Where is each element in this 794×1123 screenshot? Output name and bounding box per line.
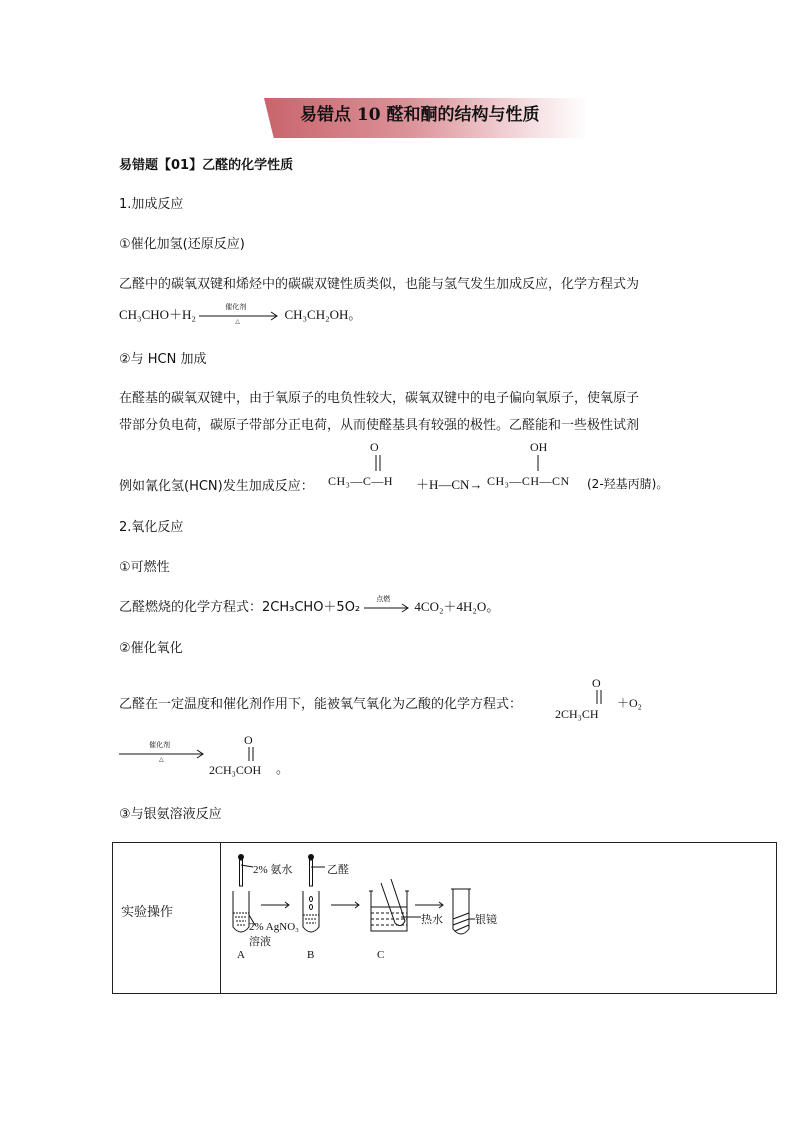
section-heading: 易错题【01】乙醛的化学性质 [119,158,294,173]
table-row-label: 实验操作 [121,905,174,920]
eq2-product-name: (2-羟基丙腈)。 [587,477,669,491]
s1-paragraph2b: 带部分负电荷，碳原子带部分正电荷，从而使醛基具有较强的极性。乙醛能和一些极性试剂 [119,418,640,433]
eq4-condition-bottom: △ [159,756,164,763]
diagram-mirror: 银镜 [475,914,497,926]
eq4-o-label: O [592,676,601,690]
eq3-right: 4CO₂＋4H₂O。 [414,599,500,614]
equation-3 [119,596,499,618]
eq4-end: 。 [276,762,290,777]
page-title: 易错点 10 醛和酮的结构与性质 [300,105,540,125]
s1-paragraph1: 乙醛中的碳氧双键和烯烃中的碳碳双键性质类似，也能与氢气发生加成反应，化学方程式为 [119,277,640,292]
s2-title: 2.氧化反应 [119,520,184,535]
eq2-double-bond [372,455,384,473]
diagram-solution2: 溶液 [249,936,271,948]
diagram-label-c: C [377,949,385,961]
diagram-label-a: A [237,949,245,961]
eq1-left: CH₃CHO＋H₂ [119,307,196,322]
s1-item2: ②与 HCN 加成 [119,352,207,367]
s1-paragraph2a: 在醛基的碳氧双键中，由于氧原子的电负性较大，碳氧双键中的电子偏向氧原子，使氧原子 [119,391,640,406]
experiment-table [112,842,777,994]
eq1-condition-bottom: △ [235,319,240,326]
s1-item1: ①催化加氢(还原反应) [119,237,245,252]
eq3-condition: 点燃 [376,594,391,603]
s1-paragraph2c: 例如氰化氢(HCN)发生加成反应： [119,479,314,494]
experiment-diagram [231,853,497,983]
s2-paragraph2: 乙醛在一定温度和催化剂作用下，能被氧气氧化为乙酸的化学方程式： [119,697,523,712]
eq1-arrow [199,303,281,326]
equation-1 [119,304,361,326]
eq2-single-bond [534,455,542,473]
eq4-plus: ＋O₂ [617,696,642,710]
eq4-o-label2: O [244,733,253,747]
diagram-reagent1: 2% 氨水 [253,864,293,876]
eq4-left: 2CH₃CH [555,707,599,721]
eq4-condition-top: 催化剂 [149,741,170,749]
eq4-double-bond2 [245,747,257,763]
diagram-solution: 2% AgNO₃ [249,921,299,933]
s2-item2: ②催化氧化 [119,641,183,656]
eq2-middle: ＋H—CN→ [416,477,483,492]
s2-item1: ①可燃性 [119,560,170,575]
eq4-right: 2CH₃COH [209,763,262,777]
diagram-label-b: B [307,949,315,961]
eq4-arrow [119,741,205,764]
s1-title: 1.加成反应 [119,197,184,212]
diagram-hot-water: 热水 [421,914,443,926]
eq2-reactant: CH₃—C—H [328,474,394,488]
s2-paragraph1: 乙醛燃烧的化学方程式：2CH₃CHO＋5O₂ [119,600,361,615]
eq3-arrow [364,594,410,618]
eq1-condition-top: 催化剂 [225,303,247,312]
eq1-right: CH₃CH₂OH。 [284,307,362,322]
s2-item3: ③与银氨溶液反应 [119,807,222,822]
eq4-double-bond [593,690,605,706]
eq2-o-label: O [370,440,379,454]
diagram-reagent2: 乙醛 [327,864,349,876]
eq2-product: CH₃—CH—CN [487,474,570,488]
eq2-oh-label: OH [530,440,548,454]
table-divider [220,843,221,993]
